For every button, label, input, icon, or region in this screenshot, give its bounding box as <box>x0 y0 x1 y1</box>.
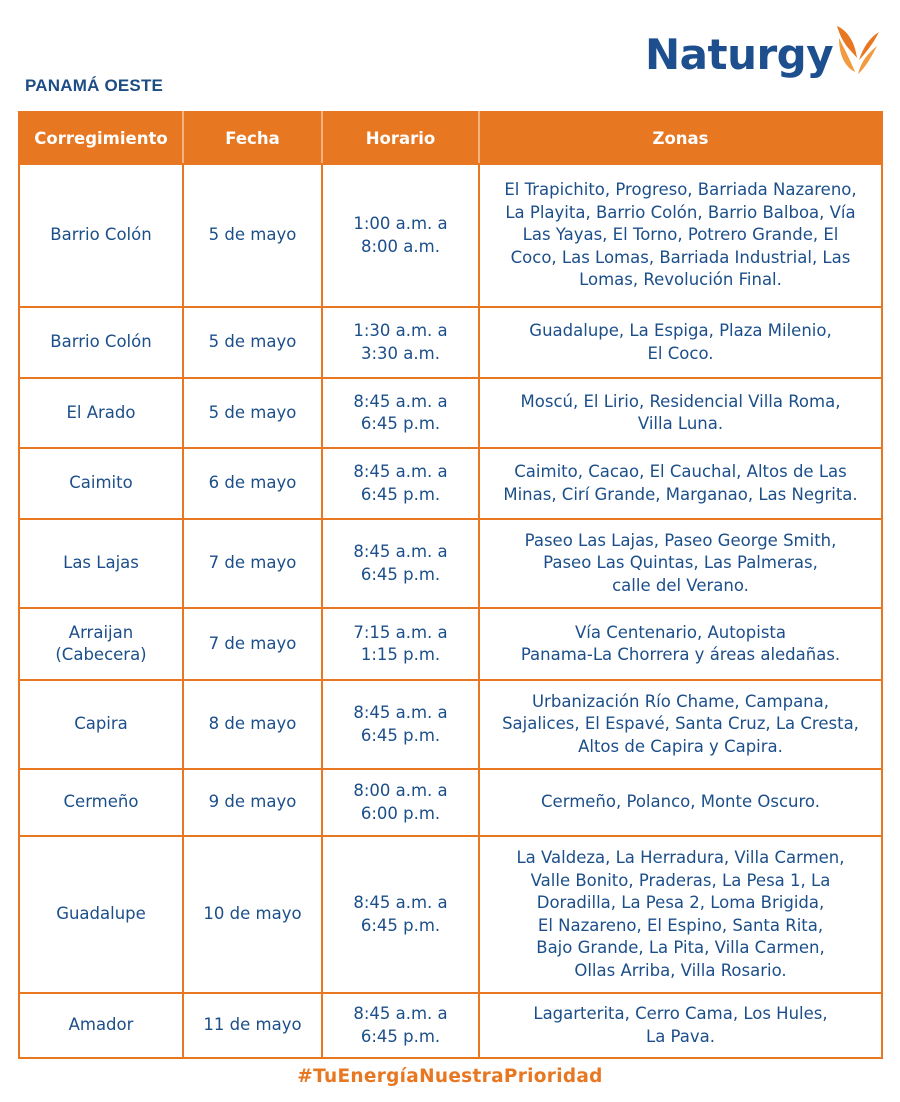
table-row <box>19 307 882 378</box>
cell-fecha: 11 de mayo <box>183 993 322 1058</box>
table-row <box>19 608 882 680</box>
cell-horario: 7:15 a.m. a 1:15 p.m. <box>322 608 479 680</box>
header-fecha: Fecha <box>183 112 322 164</box>
cell-horario: 8:45 a.m. a 6:45 p.m. <box>322 519 479 608</box>
cell-zonas: El Trapichito, Progreso, Barriada Nazareno, La Playita, Barrio Colón, Barrio Balboa, Vía Las Yayas, El Torno, Potrero Grande, El Coco, Las Lomas, Barriada Industrial, Las Lomas, Revolución Final. <box>479 164 882 307</box>
table-row <box>19 164 882 307</box>
cell-corregimiento: El Arado <box>19 378 183 448</box>
cell-fecha: 9 de mayo <box>183 769 322 836</box>
butterfly-icon <box>833 24 883 80</box>
cell-corregimiento: Barrio Colón <box>19 307 183 378</box>
cell-corregimiento: Arraijan (Cabecera) <box>19 608 183 680</box>
logo-wordmark: Naturgy <box>645 30 834 79</box>
cell-horario: 1:30 a.m. a 3:30 a.m. <box>322 307 479 378</box>
cell-zonas: Lagarterita, Cerro Cama, Los Hules, La Pava. <box>479 993 882 1058</box>
cell-horario: 8:00 a.m. a 6:00 p.m. <box>322 769 479 836</box>
cell-corregimiento: Las Lajas <box>19 519 183 608</box>
cell-zonas: Vía Centenario, Autopista Panama-La Chorrera y áreas aledañas. <box>479 608 882 680</box>
cell-corregimiento: Cermeño <box>19 769 183 836</box>
cell-corregimiento: Capira <box>19 680 183 769</box>
cell-fecha: 7 de mayo <box>183 608 322 680</box>
cell-zonas: Guadalupe, La Espiga, Plaza Milenio, El Coco. <box>479 307 882 378</box>
cell-corregimiento: Barrio Colón <box>19 164 183 307</box>
cell-horario: 8:45 a.m. a 6:45 p.m. <box>322 378 479 448</box>
cell-fecha: 10 de mayo <box>183 836 322 993</box>
cell-fecha: 6 de mayo <box>183 448 322 519</box>
cell-zonas: Urbanización Río Chame, Campana, Sajalices, El Espavé, Santa Cruz, La Cresta, Altos de Capira y Capira. <box>479 680 882 769</box>
cell-corregimiento: Amador <box>19 993 183 1058</box>
cell-horario: 8:45 a.m. a 6:45 p.m. <box>322 993 479 1058</box>
cell-horario: 8:45 a.m. a 6:45 p.m. <box>322 448 479 519</box>
cell-zonas: Moscú, El Lirio, Residencial Villa Roma, Villa Luna. <box>479 378 882 448</box>
header-corregimiento: Corregimiento <box>19 112 183 164</box>
cell-zonas: Caimito, Cacao, El Cauchal, Altos de Las Minas, Cirí Grande, Marganao, Las Negrita. <box>479 448 882 519</box>
table-row <box>19 836 882 993</box>
cell-zonas: Cermeño, Polanco, Monte Oscuro. <box>479 769 882 836</box>
table-row <box>19 519 882 608</box>
region-title: PANAMÁ OESTE <box>25 76 164 95</box>
table-row <box>19 993 882 1058</box>
cell-fecha: 5 de mayo <box>183 307 322 378</box>
table-row <box>19 680 882 769</box>
table-row <box>19 448 882 519</box>
schedule-table <box>18 111 883 1059</box>
cell-fecha: 8 de mayo <box>183 680 322 769</box>
naturgy-logo <box>645 24 885 104</box>
hashtag: #TuEnergíaNuestraPrioridad <box>297 1066 603 1087</box>
cell-fecha: 7 de mayo <box>183 519 322 608</box>
cell-zonas: Paseo Las Lajas, Paseo George Smith, Paseo Las Quintas, Las Palmeras, calle del Verano. <box>479 519 882 608</box>
cell-zonas: La Valdeza, La Herradura, Villa Carmen, Valle Bonito, Praderas, La Pesa 1, La Doradilla, La Pesa 2, Loma Brigida, El Nazareno, El Espino, Santa Rita, Bajo Grande, La Pita, Villa Carmen, Ollas Arriba, Villa Rosario. <box>479 836 882 993</box>
cell-horario: 8:45 a.m. a 6:45 p.m. <box>322 680 479 769</box>
table-row <box>19 769 882 836</box>
table-row <box>19 378 882 448</box>
header-zonas: Zonas <box>479 112 882 164</box>
cell-fecha: 5 de mayo <box>183 378 322 448</box>
cell-horario: 1:00 a.m. a 8:00 a.m. <box>322 164 479 307</box>
cell-corregimiento: Caimito <box>19 448 183 519</box>
cell-corregimiento: Guadalupe <box>19 836 183 993</box>
cell-horario: 8:45 a.m. a 6:45 p.m. <box>322 836 479 993</box>
table-header-row <box>19 112 882 164</box>
cell-fecha: 5 de mayo <box>183 164 322 307</box>
header-horario: Horario <box>322 112 479 164</box>
